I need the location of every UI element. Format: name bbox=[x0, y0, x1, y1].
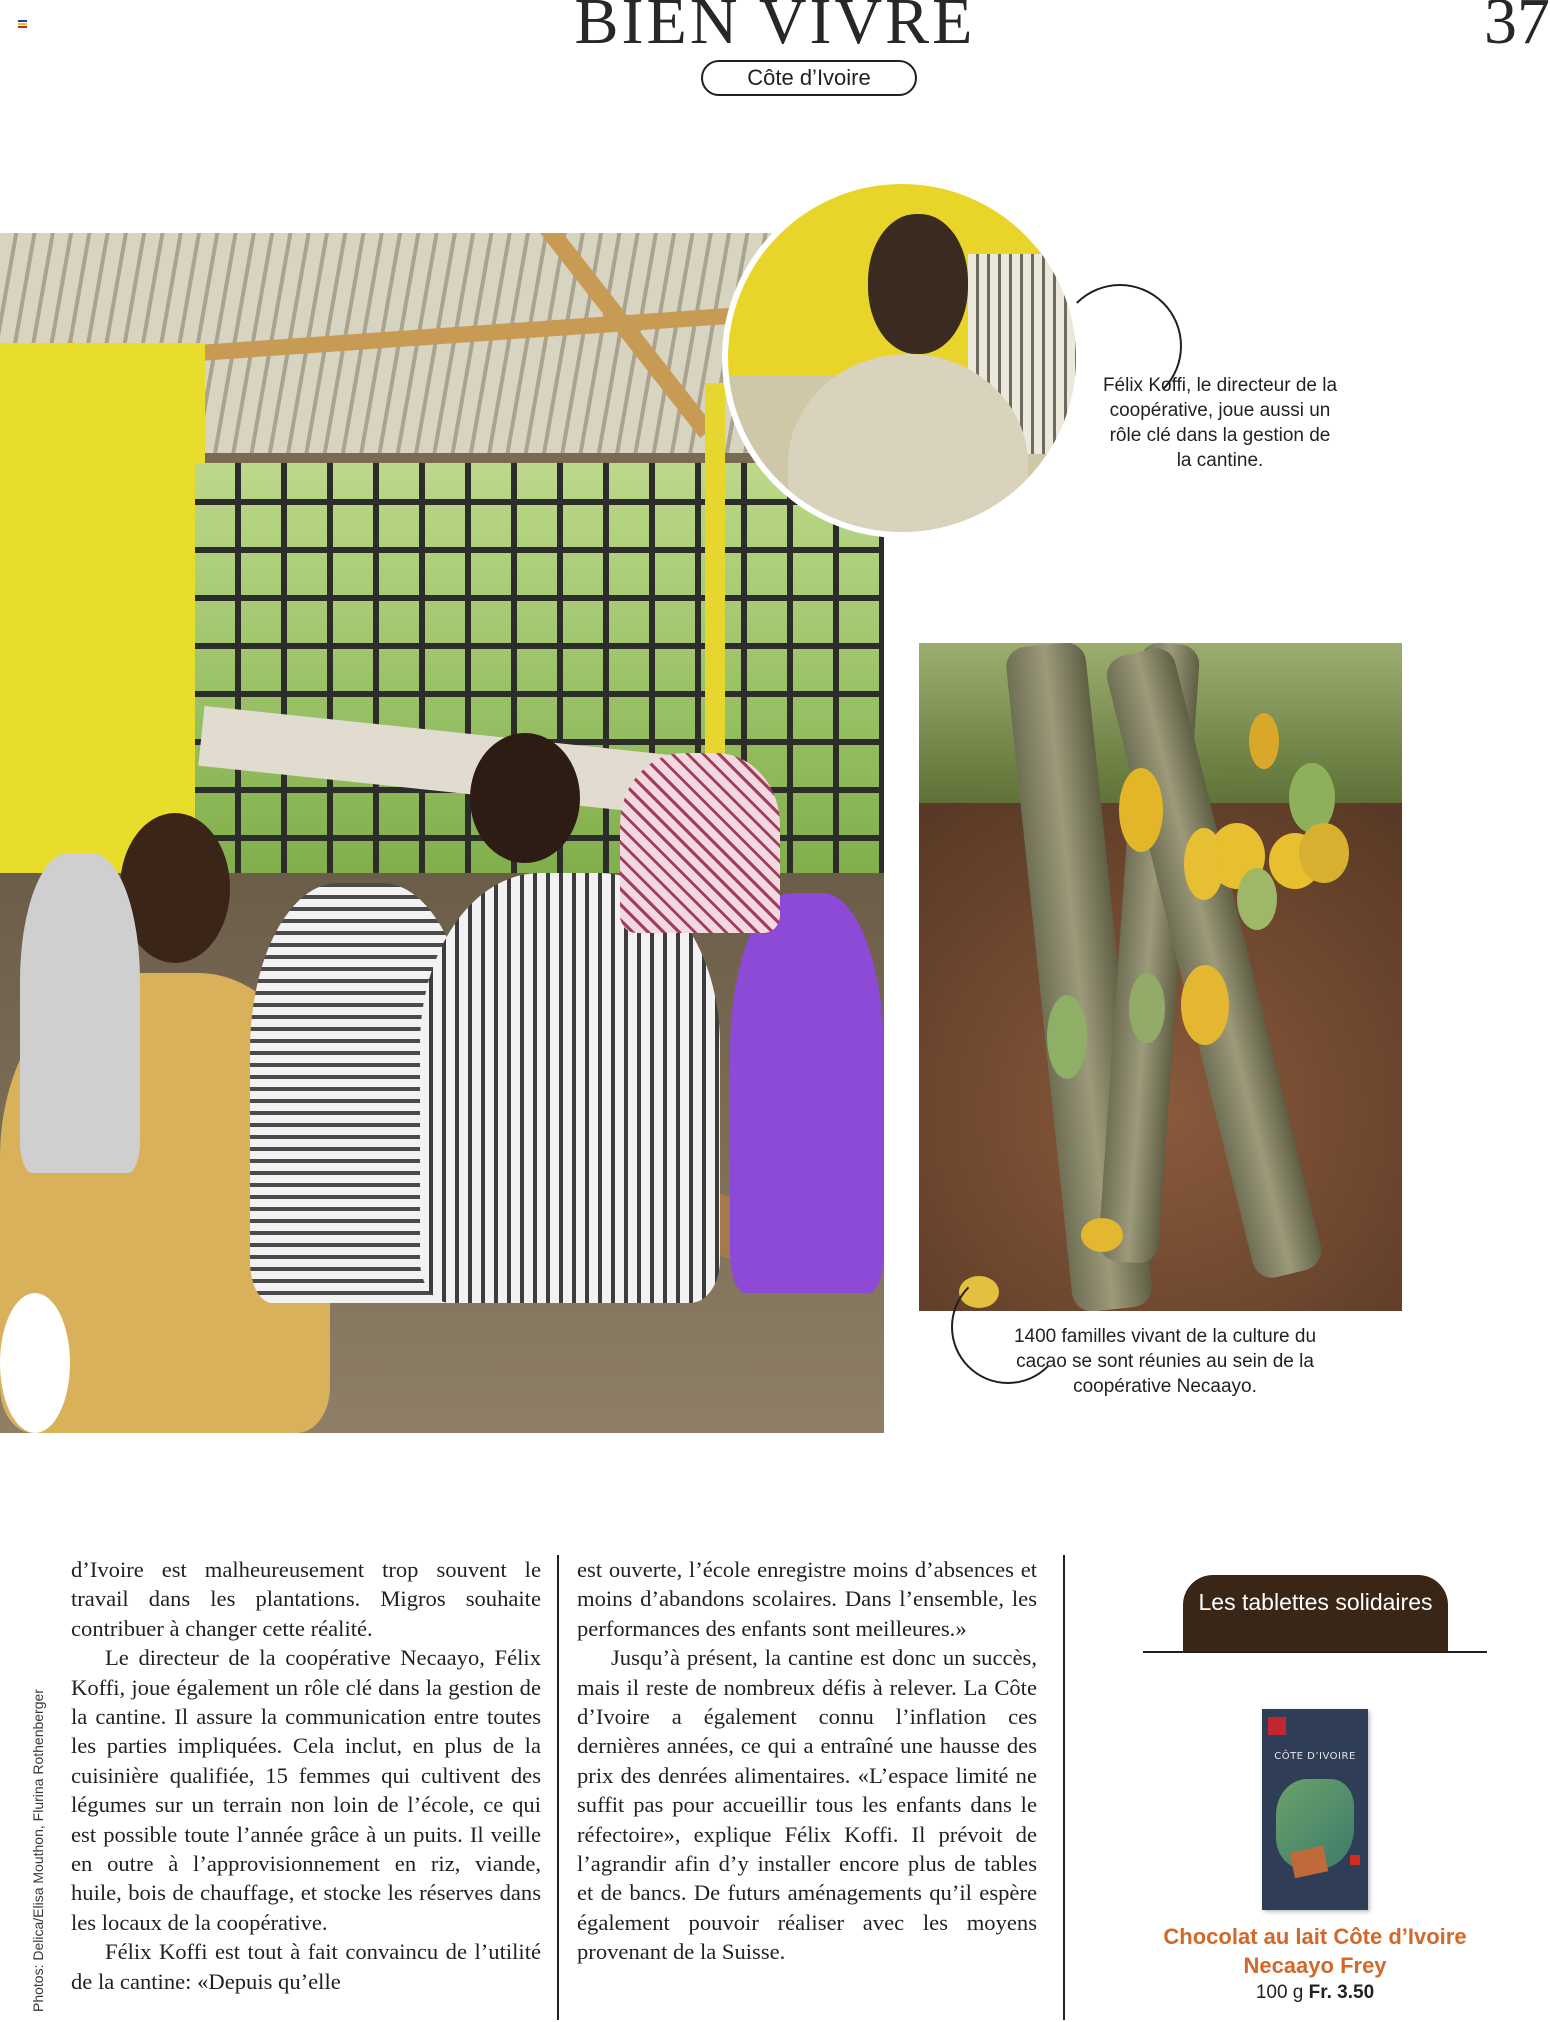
page-number: 37 bbox=[1484, 0, 1550, 58]
swiss-cross-icon bbox=[1350, 1855, 1360, 1865]
director-caption: Félix Koffi, le directeur de la coopérative, joue aussi un rôle clé dans la gestion de la cantine. bbox=[1102, 375, 1338, 471]
article-column-1 bbox=[71, 1555, 541, 1996]
sidebar-heading: Les tablettes solidaires bbox=[1183, 1575, 1448, 1653]
column-divider bbox=[1063, 1555, 1065, 2020]
article-column-2 bbox=[577, 1555, 1037, 1967]
director-portrait bbox=[722, 178, 1082, 538]
article-paragraph: Félix Koffi est tout à fait convaincu de l’utilité de la cantine: «Depuis qu’elle bbox=[71, 1939, 541, 1994]
product-price bbox=[1130, 1982, 1500, 2004]
brand-logo-icon bbox=[1268, 1717, 1286, 1735]
page-title: BIEN VIVRE bbox=[574, 0, 976, 58]
article-paragraph: d’Ivoire est malheureusement trop souvent le travail dans les plantations. Migros souhaite contribuer à changer cette réalité. bbox=[71, 1557, 541, 1641]
product-image bbox=[1262, 1709, 1368, 1910]
article-paragraph: Le directeur de la coopérative Necaayo, Félix Koffi, joue également un rôle clé dans la gestion de la cantine. Il assure la communication entre toutes les parties impliquées. Cela inclut, en plus de la cuisinière qualifiée, 15 femmes qui cultivent des légumes sur un terrain non loin de l’école, ce qui est possible toute l’année grâce à un puits. Il veille en outre à l’approvisionnement en riz, viande, huile, bois de chauffage, et stocke les réserves dans les locaux de la coopérative. bbox=[71, 1645, 541, 1935]
sidebar-divider bbox=[1143, 1651, 1487, 1653]
product-weight: 100 g bbox=[1255, 1982, 1304, 2003]
section-label: Côte d’Ivoire bbox=[701, 60, 917, 96]
column-divider bbox=[557, 1555, 559, 2020]
product-price-value: Fr. 3.50 bbox=[1308, 1982, 1375, 2003]
photo-credit: Photos: Delica/Elisa Mouthon, Flurina Rothenberger bbox=[30, 1689, 46, 2012]
cocoa-tree-photo bbox=[919, 643, 1402, 1311]
chocolate-icon bbox=[1290, 1846, 1329, 1879]
article-paragraph: est ouverte, l’école enregistre moins d’absences et moins d’abandons scolaires. Dans l’ensemble, les performances des enfants sont meilleures.» bbox=[577, 1557, 1037, 1641]
product-pack-label: CÔTE D’IVOIRE bbox=[1274, 1751, 1356, 1762]
article-paragraph: Jusqu’à présent, la cantine est donc un succès, mais il reste de nombreux défis à relever. La Côte d’Ivoire a également connu l’inflation ces dernières années, ce qui a entraîné une hausse des prix des denrées alimentaires. «L’espace limité ne suffit pas pour accueillir tous les enfants dans le réfectoire», explique Félix Koffi. Il prévoit de l’agrandir afin d’y installer encore plus de tables et de bancs. De futurs aménagements qu’il espère également pouvoir réaliser avec les moyens provenant de la Suisse. bbox=[577, 1645, 1037, 1965]
product-name: Chocolat au lait Côte d’Ivoire Necaayo Frey bbox=[1163, 1924, 1467, 1978]
cocoa-caption: 1400 familles vivant de la culture du cacao se sont réunies au sein de la coopérative Necaayo. bbox=[1013, 1326, 1317, 1397]
